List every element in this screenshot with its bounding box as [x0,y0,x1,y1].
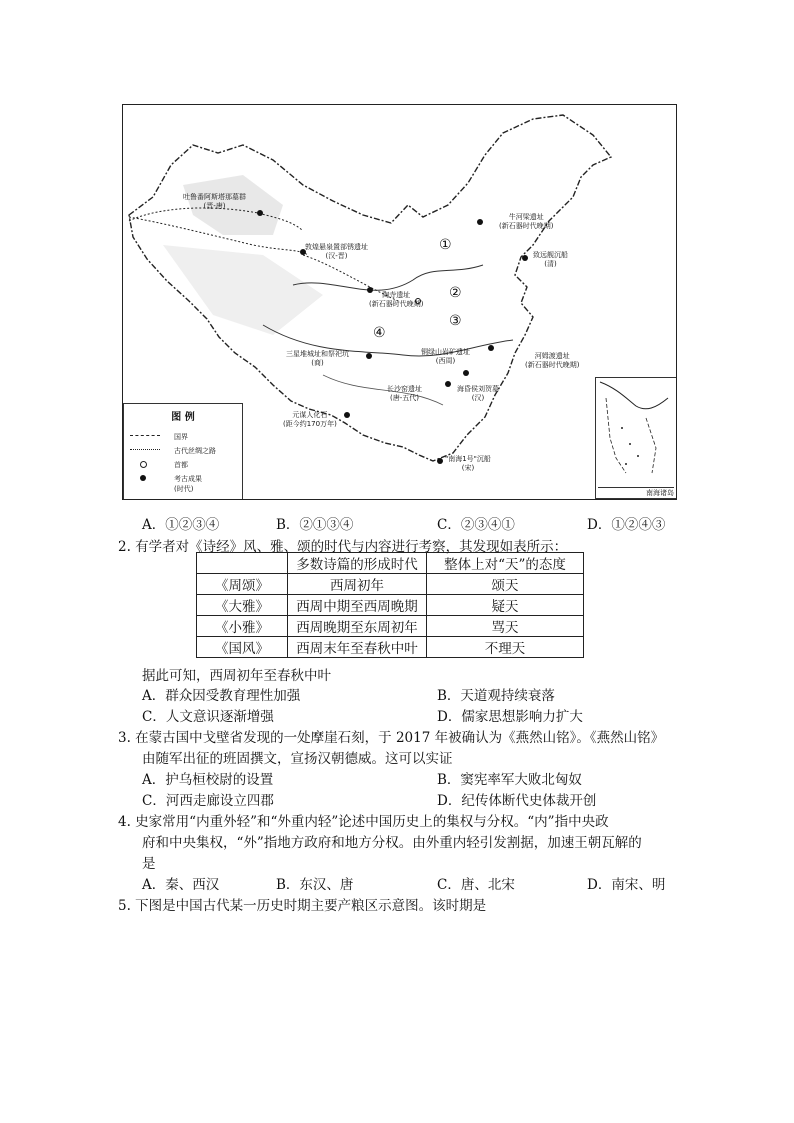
q2-option-d: D．儒家思想影响力扩大 [437,709,583,725]
q4-option-c: C．唐、北宋 [437,877,515,893]
q2-option-b: B．天道观持续衰落 [437,688,555,704]
q5-stem: 5. 下图是中国古代某一历史时期主要产粮区示意图。该时期是 [118,898,487,914]
q3-option-b: B．窦宪率军大败北匈奴 [437,772,582,788]
china-archaeology-map [122,104,677,500]
label-haihun: 海昏侯刘贺墓 (汉) [457,385,499,402]
table-header-row: 多数诗篇的形成时代 整体上对“天”的态度 [197,553,584,574]
map-legend [123,403,243,500]
legend-title: 图 例 [171,412,195,423]
label-tulufan: 吐鲁番阿斯塔那墓群 (晋-唐) [183,193,246,210]
label-dunhuang: 敦煌悬泉置部锈遗址 (汉-晋) [305,243,368,260]
q1-option-c: C．②③④① [437,517,515,533]
q4-line-3: 是 [142,856,156,872]
legend-item-era: (时代) [174,485,194,493]
q3-option-a: A．护乌桓校尉的设置 [142,772,274,788]
q2-option-c: C．人文意识逐渐增强 [142,709,274,725]
label-zhiyuan: 致远舰沉船 (清) [533,251,568,268]
legend-item-border: 国界 [130,432,240,442]
table-row: 《周颂》 西周初年 颂天 [197,574,584,595]
label-yuanmou: 元谋人化石 (距今约170万年) [283,411,337,428]
region-number-2: ② [449,285,462,301]
region-number-3: ③ [449,313,462,329]
label-hemudu: 河姆渡遗址 (新石器时代晚期) [525,352,580,369]
q4-option-b: B．东汉、唐 [276,877,354,893]
south-china-sea-inset [595,377,677,499]
q4-option-a: A．秦、西汉 [142,877,220,893]
legend-item-silkroad: 古代丝绸之路 [130,446,240,456]
q1-option-d: D．①②④③ [587,517,666,533]
label-tonglv: 铜绿山岩矿遗址 (西周) [421,348,470,365]
region-number-1: ① [439,237,452,253]
legend-item-site: 考古成果 [130,474,240,484]
label-nanhai: "南海1号"沉船 (宋) [445,455,491,472]
site-dot-icon [140,475,146,481]
q1-option-a: A．①②③④ [142,517,220,533]
q3-option-d: D．纪传体断代史体裁开创 [437,793,597,809]
q4-line-1: 4. 史家常用“内重外轻”和“外重内轻”论述中国历史上的集权与分权。“内”指中央政 [118,814,609,830]
table-row: 《大雅》 西周中期至西周晚期 疑天 [197,595,584,616]
label-niuheliang: 牛河梁遗址 (新石器时代晚期) [499,213,554,230]
q2-stem: 2. 有学者对《诗经》风、雅、颂的时代与内容进行考察，其发现如表所示： [118,539,568,555]
table-row: 《国风》 西周末年至春秋中叶 不理天 [197,637,584,658]
region-number-4: ④ [373,325,386,341]
q2-after: 据此可知，西周初年至春秋中叶 [142,668,331,684]
label-taosi: 陶寺遗址 (新石器时代晚期) [369,291,424,308]
label-sanxingdui: 三星堆城址和祭祀坑 (商) [286,350,349,367]
inset-caption: 南海诸岛 [598,487,674,498]
label-changsha: 长沙窑遗址 (唐-五代) [387,385,422,402]
q4-option-d: D．南宋、明 [587,877,666,893]
q2-option-a: A．群众因受教育理性加强 [142,688,301,704]
q3-option-c: C．河西走廊设立四郡 [142,793,274,809]
q4-line-2: 府和中央集权，“外”指地方政府和地方分权。由外重内轻引发割据，加速王朝瓦解的 [142,835,642,851]
q3-line-2: 由随军出征的班固撰文，宣扬汉朝德威。这可以实证 [142,751,453,767]
legend-item-capital: 首都 [130,460,240,470]
table-row: 《小雅》 西周晚期至东周初年 骂天 [197,616,584,637]
q3-line-1: 3. 在蒙古国中戈壁省发现的一处摩崖石刻，于 2017 年被确认为《燕然山铭》。《燕然山铭》 [118,730,665,746]
capital-icon [140,461,147,468]
q1-option-b: B．②①③④ [276,517,354,533]
q2-table [196,552,584,658]
